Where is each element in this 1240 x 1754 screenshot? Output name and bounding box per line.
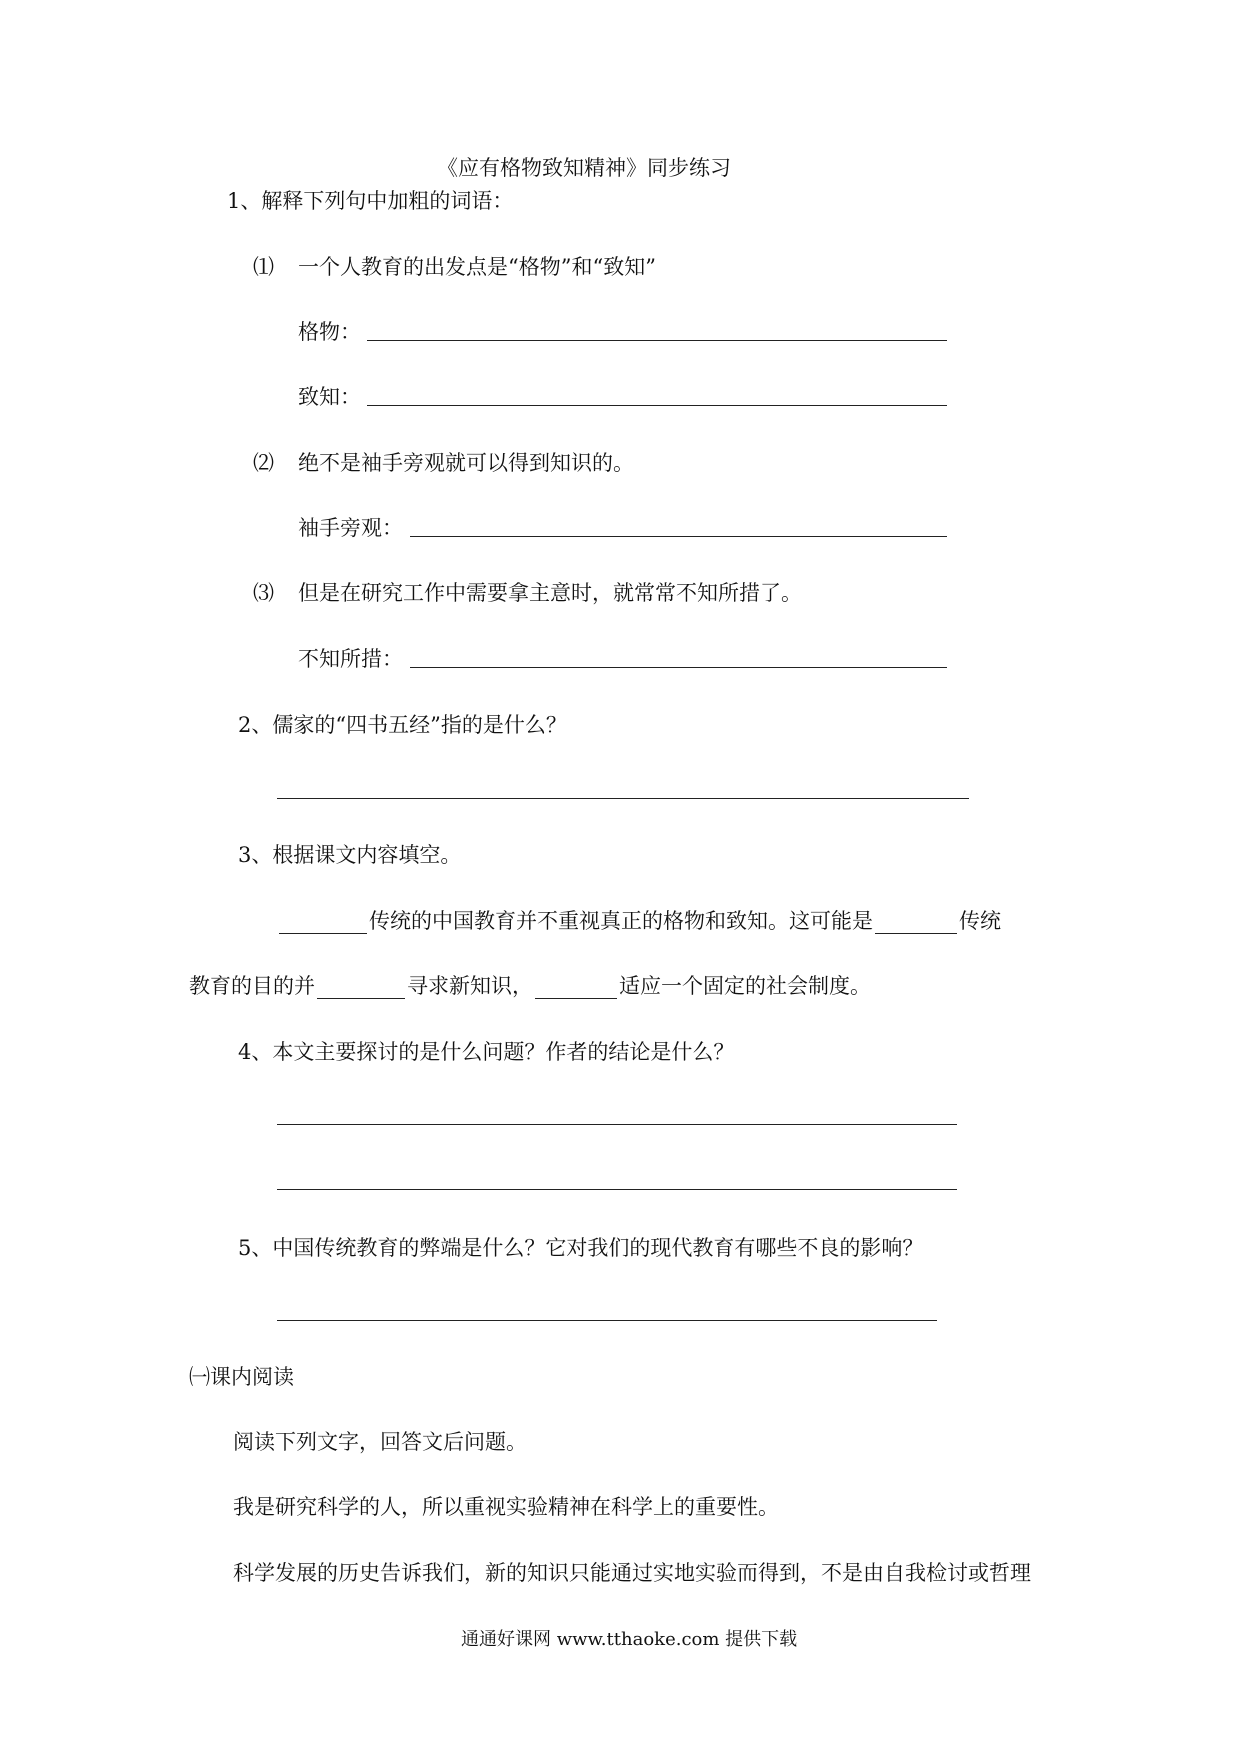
fill-text-2a: 教育的目的并 [189,974,315,998]
term-xiushou-label: 袖手旁观： [298,516,403,540]
question-2-prompt: 2、儒家的“四书五经”指的是什么？ [238,713,567,737]
answer-line-zhizhi[interactable] [367,405,947,406]
question-5-prompt: 5、中国传统教育的弊端是什么？它对我们的现代教育有哪些不良的影响？ [238,1236,924,1260]
term-zhizhi-label: 致知： [298,385,361,409]
answer-line-q2[interactable] [277,798,969,799]
fill-blank-1[interactable] [279,913,367,934]
page-footer: 通通好课网 www.tthaoke.com 提供下载 [461,1629,798,1650]
question-1-prompt: 1、解释下列句中加粗的词语： [227,189,514,213]
answer-line-gewu[interactable] [367,340,947,341]
item-3-sentence: 但是在研究工作中需要拿主意时，就常常不知所措了。 [298,581,802,605]
question-3-prompt: 3、根据课文内容填空。 [238,843,462,867]
fill-text-1a: 传统的中国教育并不重视真正的格物和致知。这可能是 [369,909,873,933]
answer-line-xiushou[interactable] [410,536,947,537]
item-2-sentence: 绝不是袖手旁观就可以得到知识的。 [298,451,634,475]
item-1-sentence: 一个人教育的出发点是“格物”和“致知” [298,255,656,279]
term-buzhi-label: 不知所措： [298,647,403,671]
answer-line-buzhi[interactable] [410,667,947,668]
reading-heading: ㈠课内阅读 [189,1365,294,1389]
item-2-number: ⑵ [253,451,274,475]
item-3-number: ⑶ [253,581,274,605]
fill-text-2c: 适应一个固定的社会制度。 [619,974,871,998]
answer-line-q4-2[interactable] [277,1189,957,1190]
fill-line-1 [277,908,1001,934]
answer-line-q5[interactable] [277,1320,937,1321]
fill-text-2b: 寻求新知识， [407,974,533,998]
reading-instruction: 阅读下列文字，回答文后问题。 [233,1430,527,1454]
fill-text-1b: 传统 [959,909,1001,933]
reading-paragraph-2: 科学发展的历史告诉我们，新的知识只能通过实地实验而得到，不是由自我检讨或哲理 [233,1561,1031,1585]
fill-line-2 [189,973,871,999]
reading-paragraph-1: 我是研究科学的人，所以重视实验精神在科学上的重要性。 [233,1495,779,1519]
answer-line-q4-1[interactable] [277,1124,957,1125]
question-4-prompt: 4、本文主要探讨的是什么问题？作者的结论是什么？ [238,1040,735,1064]
term-gewu-label: 格物： [298,320,361,344]
page-title: 《应有格物致知精神》同步练习 [437,156,731,180]
fill-blank-4[interactable] [535,978,617,999]
fill-blank-3[interactable] [317,978,405,999]
item-1-number: ⑴ [253,255,274,279]
fill-blank-2[interactable] [875,913,957,934]
